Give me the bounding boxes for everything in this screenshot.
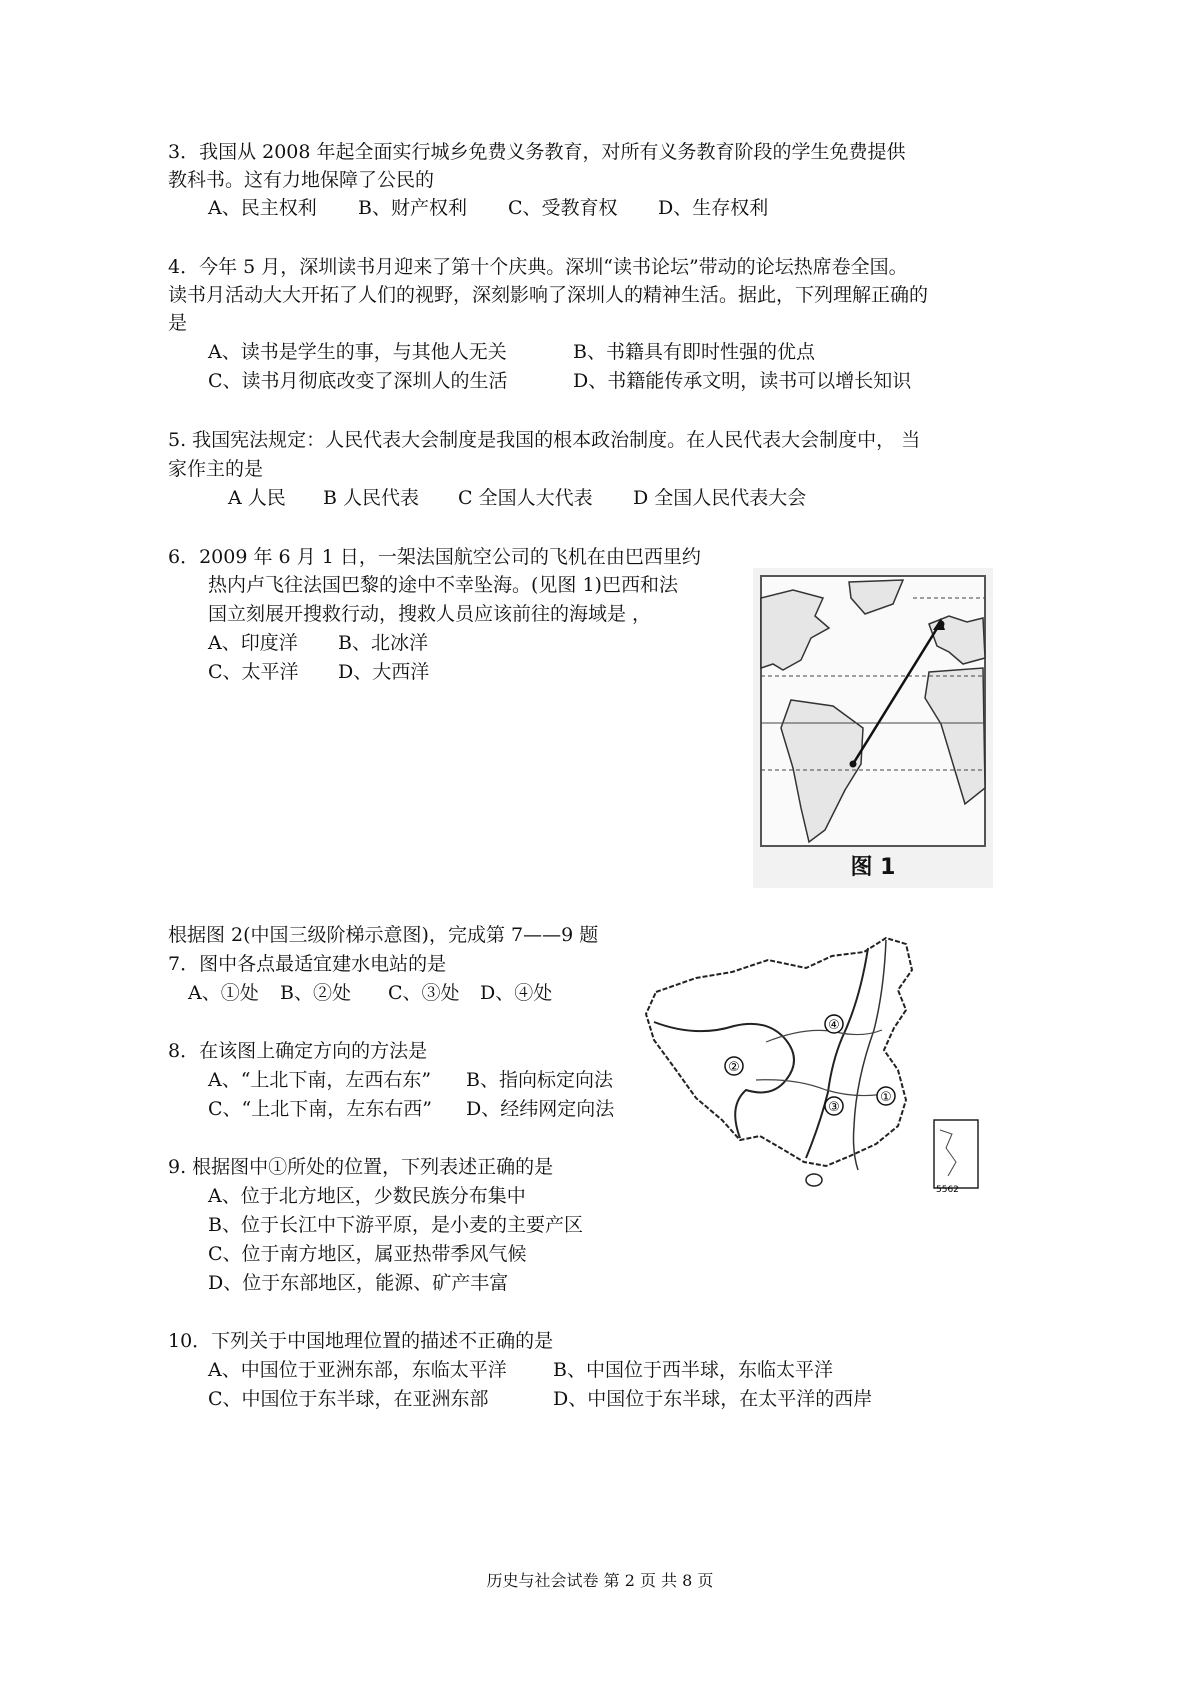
q6-option-b[interactable]: B、北冰洋 [338, 632, 428, 654]
q5-option-b[interactable]: B 人民代表 [323, 487, 420, 509]
q9-option-d[interactable]: D、位于东部地区，能源、矿产丰富 [208, 1272, 509, 1294]
marker-4-label: ④ [828, 1018, 840, 1033]
marker-4 [825, 1015, 843, 1033]
q4-option-a[interactable]: A、读书是学生的事，与其他人无关 [208, 341, 507, 363]
figure-1-caption: 图 1 [850, 855, 896, 880]
q8-option-d[interactable]: D、经纬网定向法 [466, 1098, 615, 1120]
q10-option-a[interactable]: A、中国位于亚洲东部，东临太平洋 [208, 1359, 507, 1381]
inset-label: 5562 [936, 1185, 959, 1195]
q7-option-d[interactable]: D、④处 [480, 982, 553, 1004]
q4-option-d[interactable]: D、书籍能传承文明，读书可以增长知识 [573, 370, 912, 392]
q4-stem-line2: 读书月活动大大开拓了人们的视野，深刻影响了深圳人的精神生活。据此，下列理解正确的 [168, 284, 929, 306]
q5-stem-line1: 5. 我国宪法规定：人民代表大会制度是我国的根本政治制度。在人民代表大会制度中， 当 [168, 429, 921, 451]
q6-stem-line3: 国立刻展开搜救行动，搜救人员应该前往的海域是 ， [208, 603, 652, 625]
q6-stem-line1: 6．2009 年 6 月 1 日，一架法国航空公司的飞机在由巴西里约 [168, 546, 701, 568]
map2-intro: 根据图 2(中国三级阶梯示意图)，完成第 7——9 题 [168, 924, 599, 946]
q3-option-d[interactable]: D、生存权利 [658, 197, 769, 219]
q9-stem: 9. 根据图中①所处的位置，下列表述正确的是 [168, 1156, 554, 1178]
q10-option-c[interactable]: C、中国位于东半球，在亚洲东部 [208, 1388, 489, 1410]
q9-option-b[interactable]: B、位于长江中下游平原，是小麦的主要产区 [208, 1214, 583, 1236]
q9-option-c[interactable]: C、位于南方地区，属亚热带季风气候 [208, 1243, 527, 1265]
q8-option-b[interactable]: B、指向标定向法 [466, 1069, 613, 1091]
marker-1 [877, 1087, 895, 1105]
q4-option-c[interactable]: C、读书月彻底改变了深圳人的生活 [208, 370, 508, 392]
q3-option-b[interactable]: B、财产权利 [358, 197, 467, 219]
q3-option-c[interactable]: C、受教育权 [508, 197, 618, 219]
q6-option-a[interactable]: A、印度洋 [208, 632, 298, 654]
q10-option-b[interactable]: B、中国位于西半球，东临太平洋 [553, 1359, 833, 1381]
figure-1-atlantic-map [753, 568, 993, 888]
q9-option-a[interactable]: A、位于北方地区，少数民族分布集中 [208, 1185, 526, 1207]
q8-stem: 8．在该图上确定方向的方法是 [168, 1040, 428, 1062]
page-footer: 历史与社会试卷 第 2 页 共 8 页 [486, 1571, 714, 1590]
q5-option-a[interactable]: A 人民 [228, 487, 286, 509]
q6-stem-line2: 热内卢飞往法国巴黎的途中不幸坠海。(见图 1)巴西和法 [208, 574, 678, 596]
figure-2-china-map [636, 930, 982, 1196]
q7-stem: 7．图中各点最适宜建水电站的是 [168, 953, 447, 975]
q4-stem-line3: 是 [168, 312, 188, 334]
q4-stem-line1: 4．今年 5 月，深圳读书月迎来了第十个庆典。深圳“读书论坛”带动的论坛热席卷全国。 [168, 256, 908, 278]
q6-option-c[interactable]: C、太平洋 [208, 661, 299, 683]
q4-option-b[interactable]: B、书籍具有即时性强的优点 [573, 341, 815, 363]
q8-option-a[interactable]: A、“上北下南，左西右东” [208, 1069, 432, 1091]
q3-stem-line1: 3．我国从 2008 年起全面实行城乡免费义务教育，对所有义务教育阶段的学生免费提供 [168, 141, 906, 163]
q7-option-a[interactable]: A、①处 [188, 982, 259, 1004]
marker-1-label: ① [880, 1090, 892, 1105]
q5-option-d[interactable]: D 全国人民代表大会 [633, 487, 807, 509]
q5-option-c[interactable]: C 全国人大代表 [458, 487, 593, 509]
marker-2-label: ② [728, 1060, 740, 1075]
q7-option-c[interactable]: C、③处 [388, 982, 460, 1004]
marker-2 [725, 1057, 743, 1075]
q6-option-d[interactable]: D、大西洋 [338, 661, 430, 683]
marker-3 [825, 1097, 843, 1115]
q10-option-d[interactable]: D、中国位于东半球，在太平洋的西岸 [553, 1388, 873, 1410]
marker-3-label: ③ [828, 1100, 840, 1115]
q7-option-b[interactable]: B、②处 [280, 982, 351, 1004]
q3-option-a[interactable]: A、民主权利 [208, 197, 317, 219]
q3-stem-line2: 教科书。这有力地保障了公民的 [168, 169, 435, 191]
q5-stem-line2: 家作主的是 [168, 458, 264, 480]
q10-stem: 10．下列关于中国地理位置的描述不正确的是 [168, 1330, 554, 1352]
q8-option-c[interactable]: C、“上北下南，左东右西” [208, 1098, 432, 1120]
